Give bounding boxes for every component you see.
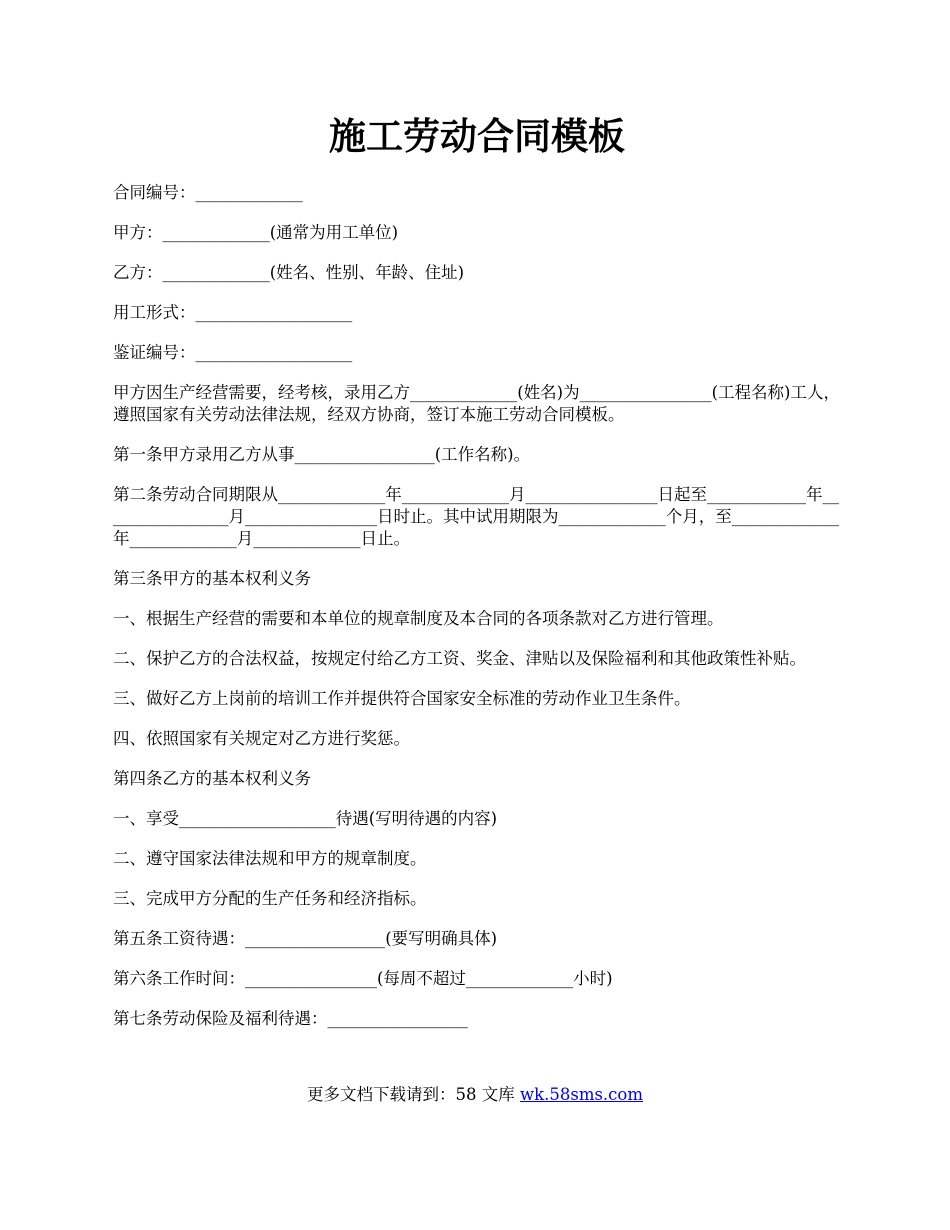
contract-number-line: 合同编号：_____________	[113, 183, 303, 202]
article-6: 第六条工作时间：________________(每周不超过_____________小时)	[113, 969, 613, 988]
article-3-item-3: 三、做好乙方上岗前的培训工作并提供符合国家安全标准的劳动作业卫生条件。	[113, 689, 691, 708]
verification-number-line: 鉴证编号：___________________	[113, 343, 353, 362]
article-4-item-2: 二、遵守国家法律法规和甲方的规章制度。	[113, 849, 427, 868]
document-page	[113, 110, 841, 1048]
party-b-line: 乙方：_____________(姓名、性别、年龄、住址)	[113, 263, 465, 282]
footer-text: 更多文档下载请到：58 文库	[306, 1085, 520, 1104]
article-4-item-1: 一、享受___________________待遇(写明待遇的内容)	[113, 809, 498, 828]
preamble-paragraph: 甲方因生产经营需要，经考核，录用乙方_____________(姓名)为________________(工程名称)工人，遵照国家有关劳动法律法规，经双方协商，签订本施工劳动合同模板。	[113, 383, 840, 424]
article-3-heading: 第三条甲方的基本权利义务	[113, 569, 311, 588]
article-4-item-3: 三、完成甲方分配的生产任务和经济指标。	[113, 889, 427, 908]
employment-form-line: 用工形式：___________________	[113, 303, 353, 322]
footer-link[interactable]: wk.58sms.com	[519, 1085, 643, 1104]
article-1: 第一条甲方录用乙方从事_________________(工作名称)。	[113, 445, 531, 464]
document-title: 施工劳动合同模板	[329, 114, 625, 158]
page-footer	[0, 1084, 950, 1106]
article-5: 第五条工资待遇：_________________(要写明确具体)	[113, 929, 498, 948]
article-4-heading: 第四条乙方的基本权利义务	[113, 769, 311, 788]
article-3-item-1: 一、根据生产经营的需要和本单位的规章制度及本合同的各项条款对乙方进行管理。	[113, 609, 724, 628]
article-3-item-4: 四、依照国家有关规定对乙方进行奖惩。	[113, 729, 410, 748]
party-a-line: 甲方：_____________(通常为用工单位)	[113, 223, 399, 242]
article-3-item-2: 二、保护乙方的合法权益，按规定付给乙方工资、奖金、津贴以及保险福利和其他政策性补贴。	[113, 649, 806, 668]
article-2: 第二条劳动合同期限从_____________年_____________月________________日起至____________年________________月________________日时止。其中试用期限为_____________个月，至_____________年_____________月_____________日止。	[113, 485, 839, 548]
article-7: 第七条劳动保险及福利待遇：_________________	[113, 1009, 468, 1028]
